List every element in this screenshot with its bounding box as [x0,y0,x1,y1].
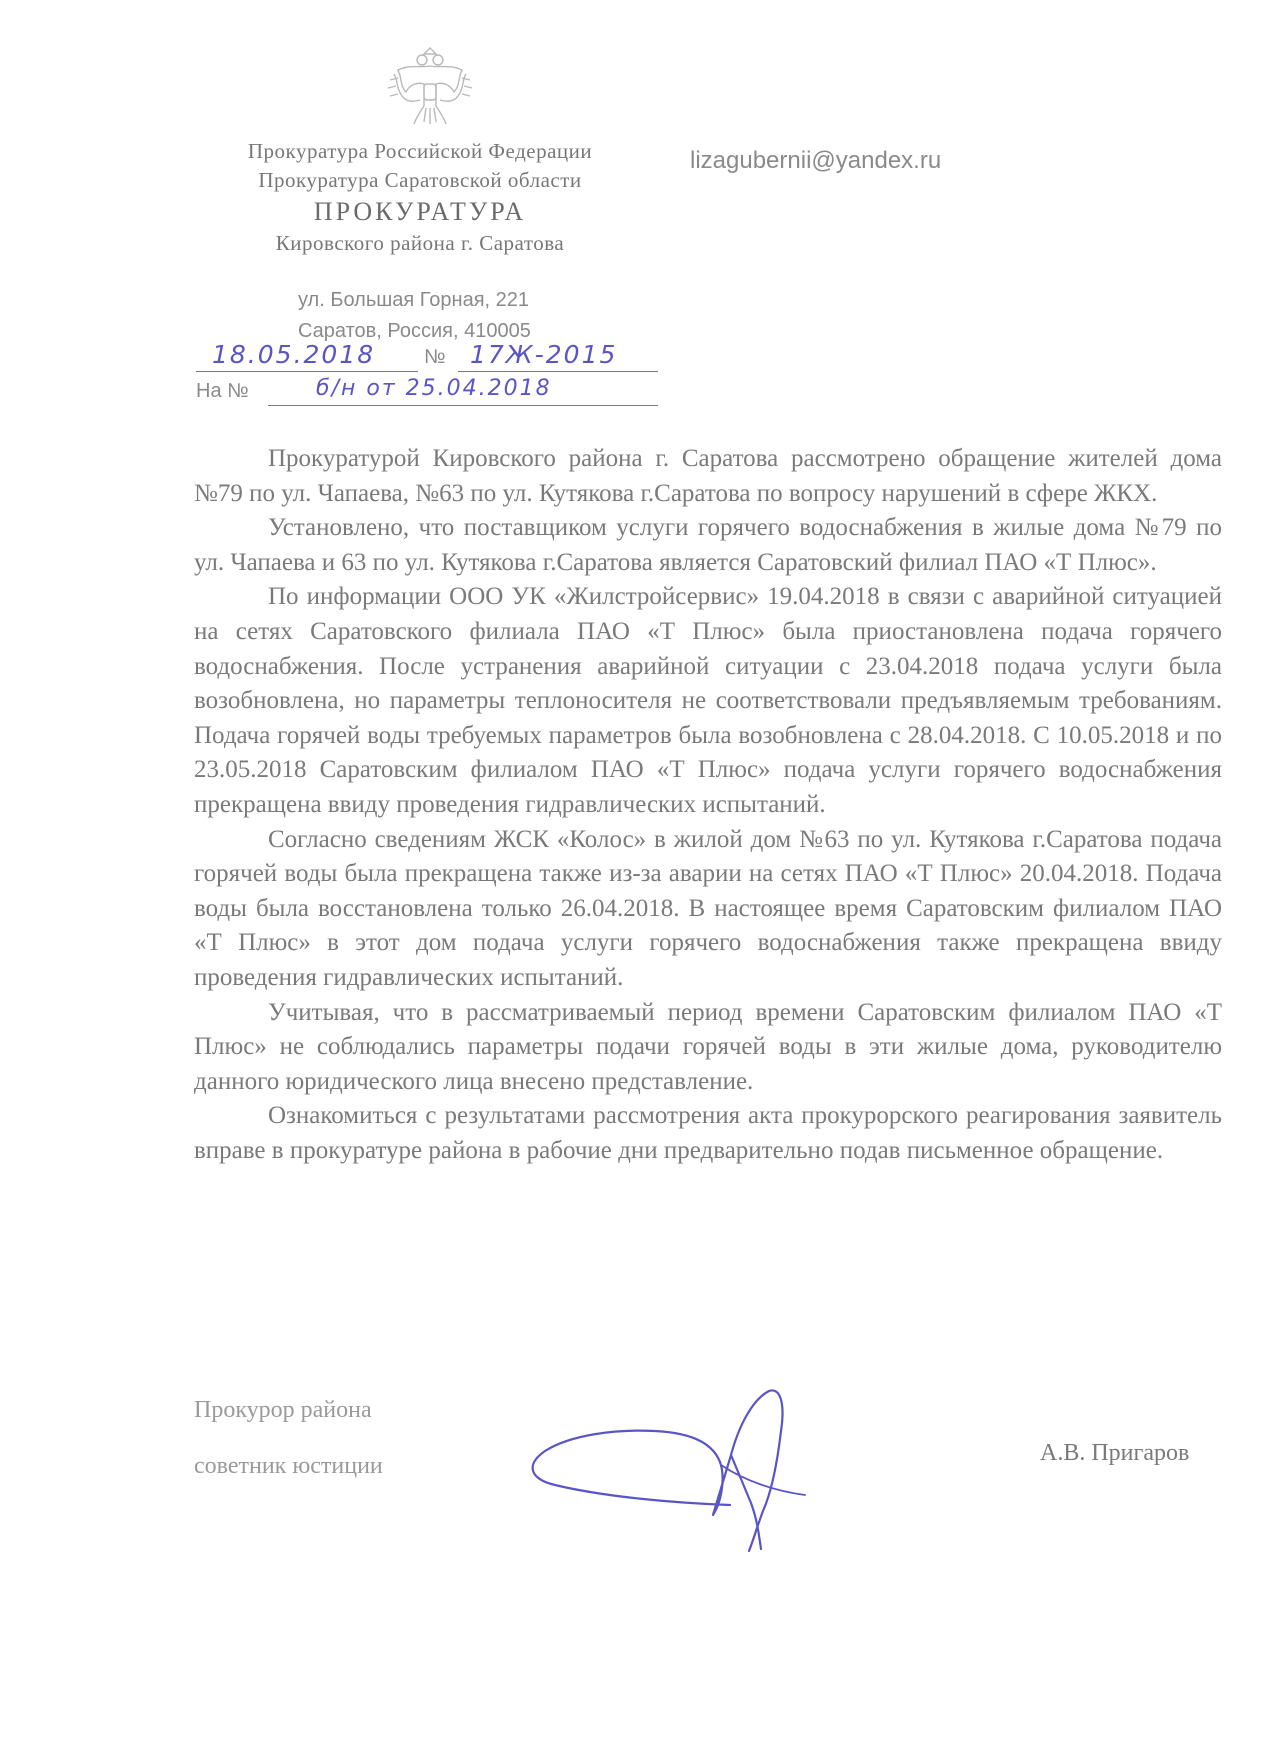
handwritten-signature [525,1385,885,1555]
reply-underline [268,405,658,406]
paragraph-2: Установлено, что поставщиком услуги горячего водоснабжения в жилые дома №79 по ул. Чапаева и 63 по ул. Кутякова г.Саратова является Саратовский филиал ПАО «Т Плюс». [194,514,1222,576]
org-name-federal: Прокуратура Российской Федерации [247,139,593,163]
paragraph-5: Учитывая, что в рассматриваемый период времени Саратовским филиалом ПАО «Т Плюс» не соблюдались параметры подачи горячей воды в эти жилые дома, руководителю данного юридического лица внесено представление. [194,998,1222,1095]
outgoing-date: 18.05.2018 [212,340,376,369]
address-city: Саратов, Россия, 410005 [298,320,531,342]
signatory-position: Прокурор района [194,1397,372,1423]
address-street: ул. Большая Горная, 221 [298,289,530,311]
org-name-title: ПРОКУРАТУРА [313,197,527,226]
reply-reference: б/н от 25.04.2018 [316,376,552,401]
letterhead [200,137,640,258]
paragraph-4: Согласно сведениям ЖСК «Колос» в жилой дом №63 по ул. Кутякова г.Саратова подача горячей воды была прекращена также из-за аварии на сетях ПАО «Т Плюс» 20.04.2018. Подача воды была восстановлена только 26.04.2018. В настоящее время Саратовским филиалом ПАО «Т Плюс» в этот дом подача услуги горячего водоснабжения также прекращена ввиду проведения гидравлических испытаний. [194,825,1222,991]
paragraph-3: По информации ООО УК «Жилстройсервис» 19.04.2018 в связи с аварийной ситуацией на сетях Саратовского филиала ПАО «Т Плюс» была приостановлена подача горячего водоснабжения. После устранения аварийной ситуации с 23.04.2018 подача услуги была возобновлена, но параметры теплоносителя не соответствовали предъявляемым требованиям. Подача горячей воды требуемых параметров была возобновлена с 28.04.2018. С 10.05.2018 и по 23.05.2018 Саратовским филиалом ПАО «Т Плюс» подача услуги горячего водоснабжения прекращена ввиду проведения гидравлических испытаний. [194,583,1222,818]
signatory-name: А.В. Пригаров [1040,1440,1190,1466]
signatory-rank: советник юстиции [194,1453,383,1479]
outgoing-number: 17Ж-2015 [470,340,618,369]
letter-body [194,442,1222,1168]
office-address [298,285,531,347]
number-label: № [424,346,446,368]
paragraph-1: Прокуратурой Кировского района г. Саратова рассмотрено обращение жителей дома №79 по ул. Чапаева, №63 по ул. Кутякова г.Саратова по вопросу нарушений в сфере ЖКХ. [194,445,1222,507]
number-underline [458,371,658,372]
recipient-email: lizagubernii@yandex.ru [690,147,942,174]
reply-label: На № [196,380,249,402]
org-name-district: Кировского района г. Саратова [275,231,565,255]
date-underline [196,371,418,372]
coat-of-arms-emblem [380,40,480,130]
org-name-regional: Прокуратура Саратовской области [258,168,582,192]
paragraph-6: Ознакомиться с результатами рассмотрения акта прокурорского реагирования заявитель вправе в прокуратуре района в рабочие дни предварительно подав письменное обращение. [194,1102,1222,1164]
signatory-title [194,1382,383,1494]
